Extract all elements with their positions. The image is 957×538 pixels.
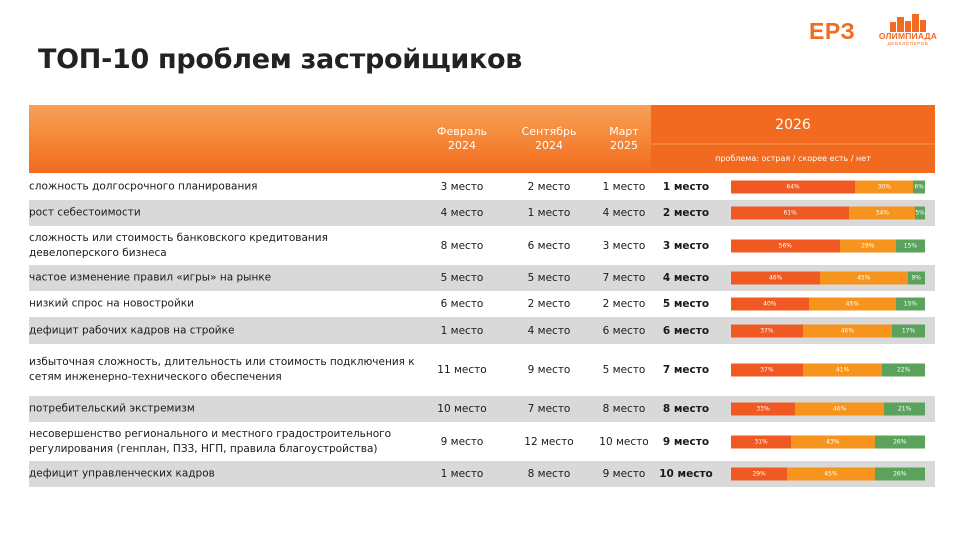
rank-2026: 8 место: [662, 403, 710, 415]
severity-acute-segment: 56%: [731, 239, 840, 252]
severity-none-segment: 17%: [892, 324, 925, 337]
severity-rather-segment: 46%: [795, 403, 884, 416]
rank-2026: 4 место: [662, 272, 710, 284]
table-row: [29, 291, 935, 317]
problem-label: дефицит рабочих кадров на стройке: [29, 324, 235, 336]
erz-logo: ЕРЗ: [809, 18, 856, 44]
table-row: [29, 461, 935, 487]
severity-acute-segment: 46%: [731, 272, 820, 285]
severity-none-segment: 26%: [875, 435, 925, 448]
olympiad-logo-name: ОЛИМПИАДА: [878, 31, 938, 41]
table-row: [29, 422, 935, 461]
severity-bar: [731, 180, 925, 193]
rank-sep-2024: 1 место: [527, 207, 571, 219]
rank-mar-2025: 8 место: [602, 403, 646, 415]
rank-mar-2025: 2 место: [602, 298, 646, 310]
rank-mar-2025: 9 место: [602, 468, 646, 480]
rank-feb-2024: 10 место: [437, 403, 487, 415]
severity-rather-segment: 45%: [820, 272, 907, 285]
problems-table: [29, 105, 935, 487]
problem-label: рост себестоимости: [29, 206, 141, 219]
severity-none-segment: 9%: [908, 272, 925, 285]
rank-feb-2024: 6 место: [440, 298, 484, 310]
table-row: [29, 317, 935, 344]
rank-2026: 6 место: [662, 324, 710, 337]
severity-bar: [731, 324, 925, 337]
rank-mar-2025: 4 место: [602, 207, 646, 219]
severity-acute-segment: 31%: [731, 435, 791, 448]
severity-bar: [731, 364, 925, 377]
severity-bar: [731, 435, 925, 448]
rank-sep-2024: 9 место: [527, 364, 571, 376]
olympiad-logo-sub: ДЕВЕЛОПЕРОВ: [887, 41, 929, 46]
severity-none-segment: 21%: [884, 403, 925, 416]
severity-rather-segment: 45%: [787, 468, 874, 481]
severity-rather-segment: 29%: [840, 239, 896, 252]
rank-sep-2024: 2 место: [527, 298, 571, 310]
severity-bar: [731, 298, 925, 311]
severity-acute-segment: 37%: [731, 364, 803, 377]
problem-label: низкий спрос на новостройки: [29, 297, 194, 310]
table-row: [29, 200, 935, 226]
problem-label: сложность или стоимость банковского кредитования девелоперского бизнеса: [29, 231, 328, 259]
rank-2026: 3 место: [662, 239, 710, 252]
severity-none-segment: 22%: [882, 364, 925, 377]
olympiad-logo: [874, 12, 942, 52]
rank-sep-2024: 12 место: [524, 435, 574, 448]
rank-2026: 9 место: [662, 435, 710, 448]
rank-mar-2025: 10 место: [599, 435, 649, 448]
table-row: [29, 265, 935, 291]
rank-feb-2024: 3 место: [440, 180, 484, 193]
table-row: [29, 344, 935, 396]
header-2026-year: 2026: [775, 117, 811, 133]
severity-acute-segment: 33%: [731, 403, 795, 416]
header-2026-legend: проблема: острая / скорее есть / нет: [651, 145, 935, 173]
problem-label: частое изменение правил «игры» на рынке: [29, 271, 272, 284]
rank-2026: 5 место: [662, 298, 710, 310]
severity-rather-segment: 34%: [849, 207, 915, 220]
rank-mar-2025: 5 место: [602, 364, 646, 376]
problem-label: сложность долгосрочного планирования: [29, 180, 258, 192]
severity-bar: [731, 239, 925, 252]
severity-none-segment: 26%: [875, 468, 925, 481]
rank-sep-2024: 8 место: [527, 468, 571, 480]
rank-mar-2025: 6 место: [602, 324, 646, 337]
rank-feb-2024: 11 место: [437, 364, 487, 376]
severity-rather-segment: 43%: [791, 435, 874, 448]
table-body: [29, 173, 935, 487]
severity-bar: [731, 468, 925, 481]
severity-none-segment: 15%: [896, 298, 925, 311]
problem-label: потребительский экстремизм: [29, 402, 195, 415]
table-row: [29, 396, 935, 422]
rank-sep-2024: 6 место: [527, 239, 571, 252]
rank-mar-2025: 1 место: [602, 180, 646, 193]
rank-sep-2024: 5 место: [527, 272, 571, 284]
severity-acute-segment: 61%: [731, 207, 849, 220]
rank-feb-2024: 9 место: [440, 435, 484, 448]
rank-2026: 2 место: [662, 207, 710, 219]
severity-none-segment: 15%: [896, 239, 925, 252]
rank-feb-2024: 4 место: [440, 207, 484, 219]
severity-none-segment: 6%: [913, 180, 925, 193]
severity-rather-segment: 45%: [809, 298, 896, 311]
rank-2026: 10 место: [659, 468, 713, 480]
severity-bar: [731, 207, 925, 220]
severity-acute-segment: 64%: [731, 180, 855, 193]
severity-acute-segment: 37%: [731, 324, 803, 337]
problem-label: несовершенство регионального и местного градостроительного регулирования (генплан, ПЗЗ, НГП, правила благоустройства): [29, 427, 392, 455]
severity-rather-segment: 30%: [855, 180, 913, 193]
rank-sep-2024: 4 место: [527, 324, 571, 337]
rank-sep-2024: 7 место: [527, 403, 571, 415]
problem-label: избыточная сложность, длительность или стоимость подключения к сетям инженерно-технического обеспечения: [29, 356, 415, 383]
severity-bar: [731, 403, 925, 416]
rank-feb-2024: 8 место: [440, 239, 484, 252]
table-header: [29, 105, 935, 173]
buildings-icon: [888, 12, 928, 32]
table-row: [29, 226, 935, 265]
rank-feb-2024: 5 место: [440, 272, 484, 284]
table-row: [29, 173, 935, 200]
severity-rather-segment: 41%: [803, 364, 883, 377]
severity-acute-segment: 29%: [731, 468, 787, 481]
problem-label: дефицит управленческих кадров: [29, 467, 215, 480]
rank-sep-2024: 2 место: [527, 180, 571, 193]
severity-none-segment: 5%: [915, 207, 925, 220]
severity-rather-segment: 46%: [803, 324, 892, 337]
rank-feb-2024: 1 место: [440, 468, 484, 480]
rank-2026: 1 место: [662, 180, 710, 193]
header-sep-2024: Сентябрь 2024: [521, 125, 577, 152]
rank-2026: 7 место: [662, 364, 710, 376]
header-mar-2025: Март 2025: [609, 125, 639, 152]
header-2026: [651, 105, 935, 143]
rank-feb-2024: 1 место: [440, 324, 484, 337]
severity-bar: [731, 272, 925, 285]
header-feb-2024: Февраль 2024: [437, 125, 487, 152]
severity-acute-segment: 40%: [731, 298, 809, 311]
rank-mar-2025: 3 место: [602, 239, 646, 252]
page-title: ТОП-10 проблем застройщиков: [38, 44, 523, 75]
rank-mar-2025: 7 место: [602, 272, 646, 284]
